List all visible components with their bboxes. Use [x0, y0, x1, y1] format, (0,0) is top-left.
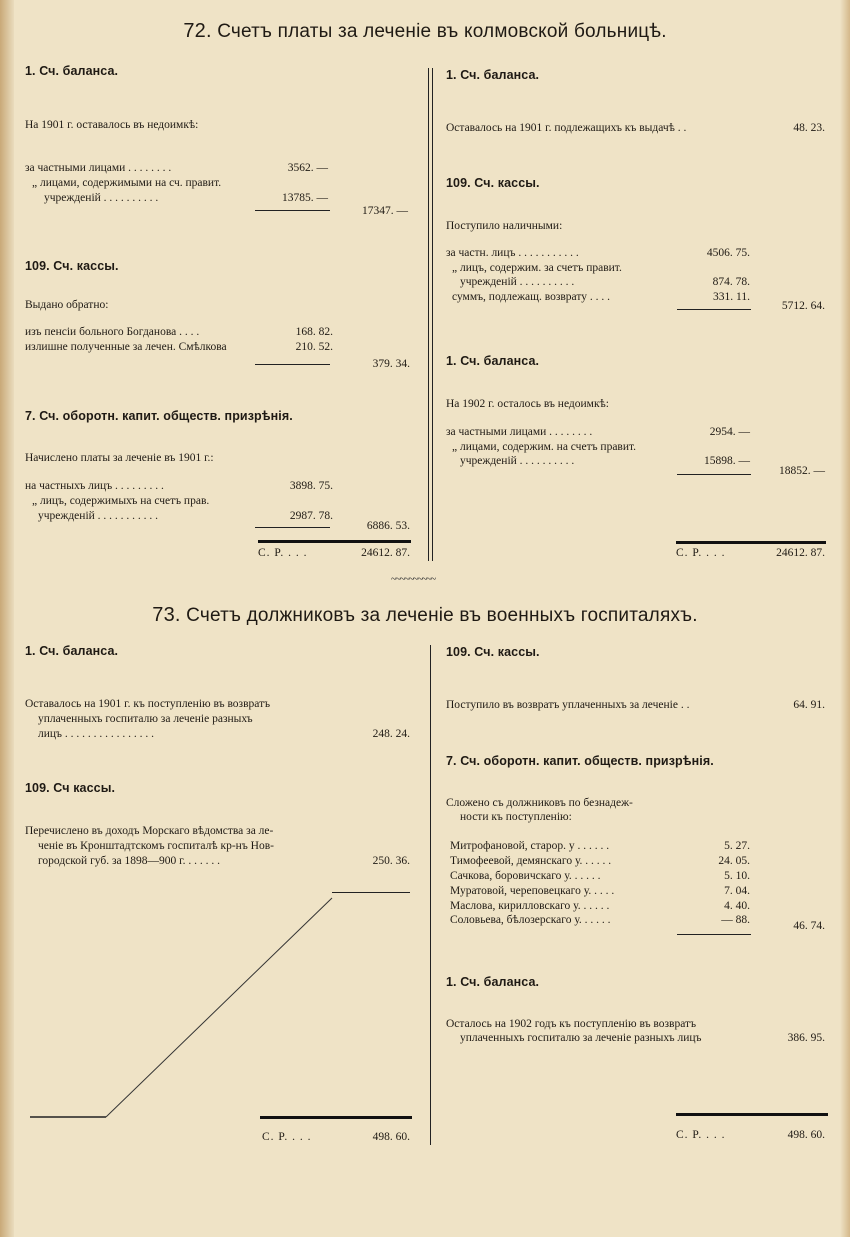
s73-right-row-1-label: Митрофановой, старор. у . . . . . .: [450, 840, 610, 852]
s72-left-row-6-value: 2987. 78.: [289, 510, 333, 522]
s73-left-para-1-value: 248. 24.: [372, 728, 410, 740]
s73-left-fill-diagonal: [30, 890, 340, 1120]
s72-left-row-2-label-a: „ лицами, содержимыми на сч. правит.: [32, 177, 222, 189]
s72-left-sum-label: С. Р. . . .: [258, 547, 308, 559]
s72-right-row-4-label: за частными лицами . . . . . . . .: [446, 426, 593, 438]
s73-right-sum-rule: [676, 1113, 828, 1116]
s73-right-para-1-value: 64. 91.: [793, 699, 825, 711]
s72-left-subtotal-rule-2: [255, 364, 330, 365]
s72-left-row-1-value: 3562. —: [287, 162, 328, 174]
s72-right-para-3: На 1902 г. осталось въ недоимкѣ:: [446, 398, 609, 410]
s73-left-para-1-line-3: лицъ . . . . . . . . . . . . . . . .: [38, 728, 154, 740]
s73-right-sum-value: 498. 60.: [787, 1129, 825, 1141]
s72-right-para-1-value: 48. 23.: [793, 122, 825, 134]
s72-left-row-6-label-b: учрежденій . . . . . . . . . . .: [38, 510, 159, 522]
s72-left-row-5-value: 3898. 75.: [289, 480, 333, 492]
s73-right-row-1-value: 5. 27.: [724, 840, 750, 852]
s72-right-subtotal-rule-2: [677, 474, 751, 475]
section-73-number: 73.: [152, 604, 181, 626]
s73-right-heading-2: 7. Сч. оборотн. капит. обществ. призрѣнія.: [446, 754, 714, 768]
s72-right-total-1: 5712. 64.: [781, 300, 825, 312]
s72-right-para-2: Поступило наличными:: [446, 220, 563, 232]
s73-right-para-2-line-2: ности къ поступленію:: [460, 811, 572, 823]
s72-right-row-1-value: 4506. 75.: [706, 247, 750, 259]
s72-right-row-1-label: за частн. лицъ . . . . . . . . . . .: [446, 247, 579, 259]
s72-right-sum-value: 24612. 87.: [776, 547, 825, 559]
s72-left-row-6-label-a: „ лицъ, содержимыхъ на счетъ прав.: [32, 495, 210, 507]
s73-right-para-3-value: 386. 95.: [787, 1032, 825, 1044]
s72-right-row-3-value: 331. 11.: [713, 291, 750, 303]
s72-left-sum-rule: [258, 540, 411, 543]
s72-right-sum-rule: [676, 541, 826, 544]
s73-right-total-1: 46. 74.: [793, 920, 825, 932]
s72-right-row-4-value: 2954. —: [709, 426, 750, 438]
s72-left-row-4-label: излишне полученные за лечен. Смѣлкова: [25, 341, 227, 353]
s73-right-row-5-value: 4. 40.: [724, 900, 750, 912]
s72-left-heading-3: 7. Сч. оборотн. капит. обществ. призрѣнія.: [25, 409, 293, 423]
s73-right-heading-1: 109. Сч. кассы.: [446, 645, 540, 659]
s72-left-row-1-label: за частными лицами . . . . . . . .: [25, 162, 172, 174]
section-72-divider-b: [432, 68, 433, 561]
s72-left-row-3-label: изъ пенсіи больного Богданова . . . .: [25, 326, 200, 338]
s72-left-row-5-label: на частныхъ лицъ . . . . . . . . .: [25, 480, 164, 492]
s72-right-row-2-label-b: учрежденій . . . . . . . . . .: [460, 276, 575, 288]
section-72-heading: Счетъ платы за леченіе въ колмовской больницѣ.: [217, 21, 667, 42]
s73-right-heading-3: 1. Сч. баланса.: [446, 975, 540, 989]
s72-right-total-2: 18852. —: [779, 465, 825, 477]
s73-left-sum-label: С. Р. . . .: [262, 1131, 312, 1143]
s73-right-row-4-label: Муратовой, череповецкаго у. . . . .: [450, 885, 615, 897]
s72-left-total-1: 17347. —: [362, 205, 408, 217]
s72-left-heading-1: 1. Сч. баланса.: [25, 64, 119, 78]
s73-right-para-2-line-1: Сложено съ должниковъ по безнадеж-: [446, 797, 633, 809]
s72-right-row-2-value: 874. 78.: [712, 276, 750, 288]
s73-right-row-2-label: Тимофеевой, демянскаго у. . . . . .: [450, 855, 612, 867]
s73-left-para-1-line-2: уплаченныхъ госпиталю за леченіе разныхъ: [38, 713, 253, 725]
s72-left-total-2: 379. 34.: [372, 358, 410, 370]
s73-left-para-1-line-1: Оставалось на 1901 г. къ поступленію въ возвратъ: [25, 698, 271, 710]
s72-right-row-5-label-a: „ лицами, содержим. на счетъ правит.: [452, 441, 637, 453]
s72-left-sum-value: 24612. 87.: [361, 547, 410, 559]
s73-left-heading-1: 1. Сч. баланса.: [25, 644, 119, 658]
s73-left-para-2-line-2: ченіе въ Кронштадтскомъ госпиталѣ кр-нъ Нов-: [38, 840, 274, 852]
s73-right-row-3-label: Сачковa, боровичскаго у. . . . . .: [450, 870, 601, 882]
s73-right-para-1: Поступило въ возвратъ уплаченныхъ за леченіе . .: [446, 699, 690, 711]
s72-left-heading-2: 109. Сч. кассы.: [25, 259, 119, 273]
s72-left-subtotal-rule-1: [255, 210, 330, 211]
s73-left-para-2-value: 250. 36.: [372, 855, 410, 867]
s73-right-row-6-label: Соловьева, бѣлозерскаго у. . . . . .: [450, 914, 611, 926]
s73-left-heading-2: 109. Сч кассы.: [25, 781, 116, 795]
section-72-title: [0, 20, 850, 43]
s72-left-row-2-label-b: учрежденій . . . . . . . . . .: [44, 192, 159, 204]
s72-left-row-4-value: 210. 52.: [295, 341, 333, 353]
s72-right-heading-3: 1. Сч. баланса.: [446, 354, 540, 368]
s73-left-fill-rule: [332, 892, 410, 893]
s73-right-para-3-line-1: Осталось на 1902 годъ къ поступленію въ возвратъ: [446, 1018, 697, 1030]
s72-left-para-1: На 1901 г. оставалось въ недоимкѣ:: [25, 119, 199, 131]
s73-right-row-2-value: 24. 05.: [718, 855, 750, 867]
s73-right-para-3-line-2: уплаченныхъ госпиталю за леченіе разныхъ лицъ: [460, 1032, 702, 1044]
s73-left-para-2-line-3: городской губ. за 1898—900 г. . . . . . .: [38, 855, 220, 867]
s72-right-row-3-label: суммъ, подлежащ. возврату . . . .: [452, 291, 610, 303]
section-73-title: [0, 604, 850, 627]
s73-right-row-6-value: — 88.: [721, 914, 750, 926]
section-72-divider-a: [428, 68, 429, 561]
s72-right-sum-label: С. Р. . . .: [676, 547, 726, 559]
s72-right-row-5-value: 15898. —: [704, 455, 750, 467]
s72-right-subtotal-rule-1: [677, 309, 751, 310]
s72-right-row-5-label-b: учрежденій . . . . . . . . . .: [460, 455, 575, 467]
section-73-heading: Счетъ должниковъ за леченіе въ военныхъ госпиталяхъ.: [186, 605, 698, 626]
section-divider-ornament: ~~~~~~~~~~: [391, 574, 436, 585]
section-72-number: 72.: [183, 20, 212, 42]
s72-right-heading-2: 109. Сч. кассы.: [446, 176, 540, 190]
s72-left-para-2: Выдано обратно:: [25, 299, 109, 311]
s73-left-para-2-line-1: Перечислено въ доходъ Морскаго вѣдомства за ле-: [25, 825, 274, 837]
s72-left-subtotal-rule-3: [255, 527, 330, 528]
s72-left-row-2-value: 13785. —: [282, 192, 328, 204]
s73-right-sum-label: С. Р. . . .: [676, 1129, 726, 1141]
s73-right-row-4-value: 7. 04.: [724, 885, 750, 897]
s73-right-row-5-label: Масловa, кирилловскаго у. . . . . .: [450, 900, 610, 912]
s73-left-sum-rule: [260, 1116, 412, 1119]
section-73-divider: [430, 645, 431, 1145]
s73-right-subtotal-rule-1: [677, 934, 751, 935]
s72-left-para-3: Начислено платы за леченіе въ 1901 г.:: [25, 452, 214, 464]
s72-right-heading-1: 1. Сч. баланса.: [446, 68, 540, 82]
s72-right-para-1: Оставалось на 1901 г. подлежащихъ къ выдачѣ . .: [446, 122, 687, 134]
s72-left-total-3: 6886. 53.: [366, 520, 410, 532]
s72-right-row-2-label-a: „ лицъ, содержим. за счетъ правит.: [452, 262, 622, 274]
s73-left-sum-value: 498. 60.: [372, 1131, 410, 1143]
s73-right-row-3-value: 5. 10.: [724, 870, 750, 882]
s72-left-row-3-value: 168. 82.: [295, 326, 333, 338]
